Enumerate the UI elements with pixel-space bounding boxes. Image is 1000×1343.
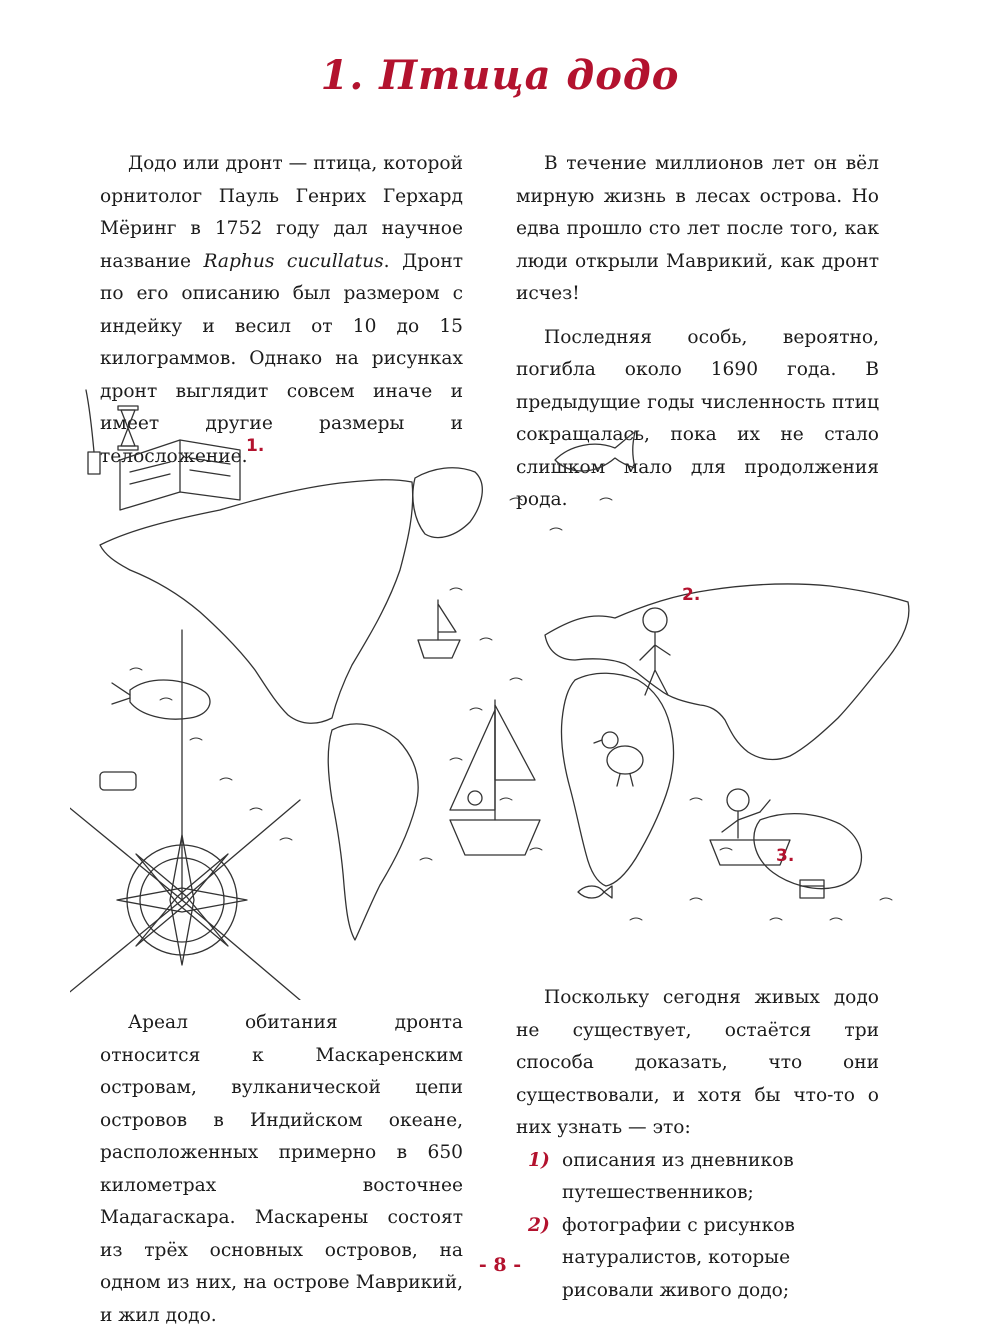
- paragraph-text: Додо или дронт — птица, которой орнитолог Пауль Генрих Герхард Мёринг в 1752 году дал научное название: [100, 153, 463, 272]
- ship-icon: [418, 600, 460, 658]
- list-item: [516, 1145, 879, 1210]
- paragraph: Поскольку сегодня живых додо не существует, остаётся три способа доказать, что они существовали, и хотя бы что-то о них узнать — это:: [516, 987, 879, 1138]
- continent-africa: [561, 673, 673, 886]
- scientific-name: Raphus cucullatus: [203, 250, 384, 272]
- scroll-icon: [100, 772, 136, 790]
- continent-australia: [754, 814, 862, 889]
- list-number: 1): [528, 1149, 550, 1171]
- marker-2: 2.: [682, 585, 701, 605]
- fish-icon: [555, 432, 635, 471]
- world-map-illustration: [70, 380, 940, 1000]
- list-number: 2): [528, 1214, 550, 1236]
- hourglass-icon: [118, 406, 138, 450]
- explorer-figure-icon: [640, 608, 670, 695]
- methods-list: [516, 1145, 879, 1308]
- marker-1: 1.: [246, 436, 265, 456]
- list-text: фотографии с рисунков натуралистов, которые рисовали живого додо;: [562, 1214, 795, 1301]
- quill-icon: [86, 390, 100, 474]
- chapter-title: 1. Птица додо: [320, 52, 680, 99]
- paragraph: Ареал обитания дронта относится к Маскаренским островам, вулканической цепи островов в Индийском океане, расположенных примерно в 650 километрах восточнее Мадагаскара. Маскарены состоят из трёх основных островов, на одном из них, на острове Маврикий, и жил додо.: [100, 1012, 463, 1326]
- paragraph: Последняя особь, вероятно, погибла около 1690 года. В предыдущие годы численность птиц сокращалась, пока их не стало слишком мало для продолжения рода.: [516, 326, 879, 510]
- continent-south-america: [328, 724, 418, 940]
- continent-eurasia: [545, 584, 909, 760]
- list-text: описания из дневников путешественников;: [562, 1149, 794, 1203]
- sailing-ship-icon: [450, 700, 540, 855]
- world-map-drawing: [70, 380, 940, 1000]
- page-number: - 8 -: [478, 1254, 522, 1276]
- text-column-left-bottom: [100, 1007, 463, 1343]
- paragraph-text: . Дронт по его описанию был размером с индейку и весил от 10 до 15 килограммов. Однако на рисунках дронт выглядит совсем иначе и имеет другие размеры и телосложение.: [100, 250, 463, 467]
- marker-3: 3.: [776, 846, 795, 866]
- greenland: [413, 468, 482, 538]
- paragraph: В течение миллионов лет он вёл мирную жизнь в лесах острова. Но едва прошло сто лет после того, как люди открыли Маврикий, как дронт исчез!: [516, 153, 879, 304]
- dodo-bird-icon: [594, 732, 643, 786]
- small-fish-icon: [578, 886, 612, 898]
- continent-north-america: [100, 480, 413, 724]
